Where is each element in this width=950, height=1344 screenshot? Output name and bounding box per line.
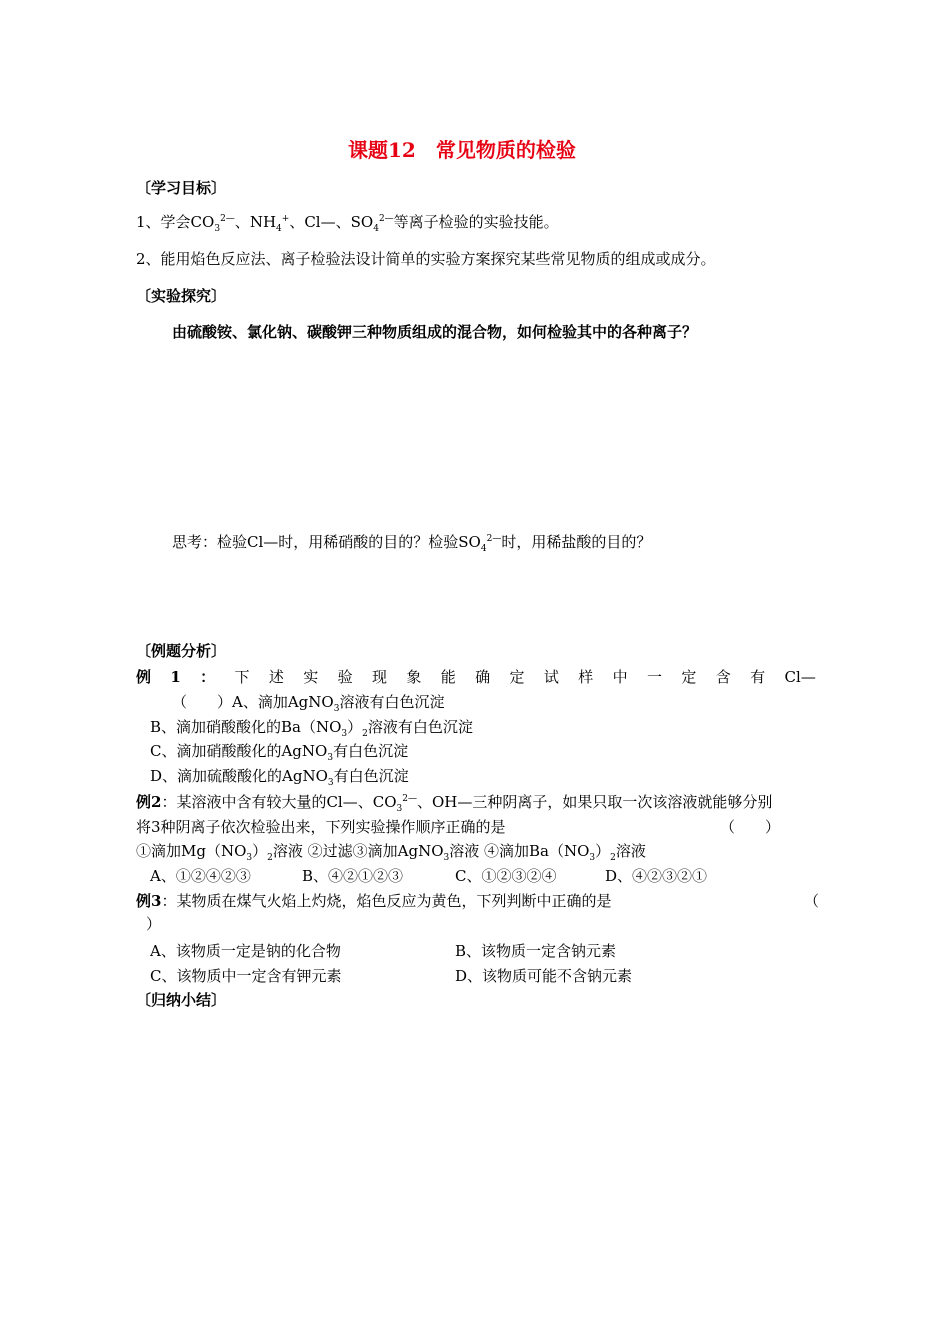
example-1-option-c: C、滴加硝酸酸化的AgNO$_3$有白色沉淀 xyxy=(150,742,409,763)
example-1-stem-char: 中 xyxy=(612,668,628,686)
example-1-option-a: （ ）A、滴加AgNO$_3$溶液有白色沉淀 xyxy=(172,693,445,714)
page-title: 课题12 常见物质的检验 xyxy=(348,138,576,162)
example-1-stem-char: 定 xyxy=(509,668,525,686)
example-2-option-c: C、①②③②④ xyxy=(455,867,557,885)
example-2-steps: ①滴加$Mg(NO_3)_2$溶液 ②过滤③滴加AgNO$_3$溶液 ④滴加$Ba(NO_3)_2$溶液 xyxy=(136,842,646,863)
example-2-option-d: D、④②③②① xyxy=(605,867,708,885)
example-1-stem-char: 一 xyxy=(647,668,663,686)
example-3-bracket-open: （ xyxy=(804,892,820,910)
example-1-stem-char: 样 xyxy=(578,668,594,686)
example-1-stem-char: 能 xyxy=(440,668,456,686)
example-3-option-c: C、该物质中一定含有钾元素 xyxy=(150,967,342,985)
section-examples: 〔例题分析〕 xyxy=(136,642,227,660)
example-1-stem xyxy=(136,667,816,687)
example-1-stem-char: 述 xyxy=(268,668,284,686)
example-3-bracket-close: ） xyxy=(146,915,162,933)
example-1-stem-char: 定 xyxy=(681,668,697,686)
example-1-stem-char: 确 xyxy=(475,668,491,686)
example-3-option-b: B、该物质一定含钠元素 xyxy=(455,942,617,960)
example-1-stem-char: 验 xyxy=(337,668,353,686)
example-1-stem-char: ： xyxy=(200,668,216,686)
objective-item-2: 2、能用焰色反应法、离子检验法设计简单的实验方案探究某些常见物质的组成或成分。 xyxy=(136,250,716,268)
example-2-stem-line-2: 将3种阴离子依次检验出来，下列实验操作顺序正确的是 xyxy=(136,818,506,836)
example-3-option-a: A、该物质一定是钠的化合物 xyxy=(150,942,341,960)
example-1-stem-char: 实 xyxy=(303,668,319,686)
example-2-stem: 例2：某溶液中含有较大量的Cl—、$CO_3^{2—}$、OH—三种阴离子，如果只取一次该溶液就能够分别 xyxy=(136,793,773,814)
example-1-stem-char: 例 xyxy=(136,668,152,686)
example-1-option-d: D、滴加硫酸酸化的AgNO$_3$有白色沉淀 xyxy=(150,767,409,788)
section-objectives: 〔学习目标〕 xyxy=(136,179,227,197)
example-1-stem-char: 1 xyxy=(170,668,181,686)
example-1-stem-char: 试 xyxy=(543,668,559,686)
example-1-stem-char: 象 xyxy=(406,668,422,686)
example-2-option-a: A、①②④②③ xyxy=(150,867,251,885)
section-experiment: 〔实验探究〕 xyxy=(136,287,227,305)
objective-item-1: 1、学会$CO_3^{2—}$、$NH_4^+$、Cl—、$SO_4^{2—}$等离子检验的实验技能。 xyxy=(136,213,559,234)
example-1-stem-char: 含 xyxy=(715,668,731,686)
example-1-option-b: B、滴加硝酸酸化的$Ba(NO_3)_2$溶液有白色沉淀 xyxy=(150,718,473,739)
example-2-option-b: B、④②①②③ xyxy=(302,867,404,885)
example-3-option-d: D、该物质可能不含钠元素 xyxy=(455,967,633,985)
example-1-stem-char: Cl— xyxy=(784,668,816,686)
example-2-answer-bracket: （ ） xyxy=(720,818,781,836)
example-3-stem: 例3：某物质在煤气火焰上灼烧，焰色反应为黄色，下列判断中正确的是 xyxy=(136,892,612,910)
example-1-stem-char: 有 xyxy=(750,668,766,686)
think-question: 思考：检验Cl—时，用稀硝酸的目的？检验$SO_4^{2—}$时，用稀盐酸的目的？ xyxy=(172,533,652,554)
experiment-question: 由硫酸铵、氯化钠、碳酸钾三种物质组成的混合物，如何检验其中的各种离子？ xyxy=(172,323,698,341)
example-1-stem-char: 下 xyxy=(234,668,250,686)
example-1-stem-char: 现 xyxy=(372,668,388,686)
section-summary: 〔归纳小结〕 xyxy=(136,991,227,1009)
